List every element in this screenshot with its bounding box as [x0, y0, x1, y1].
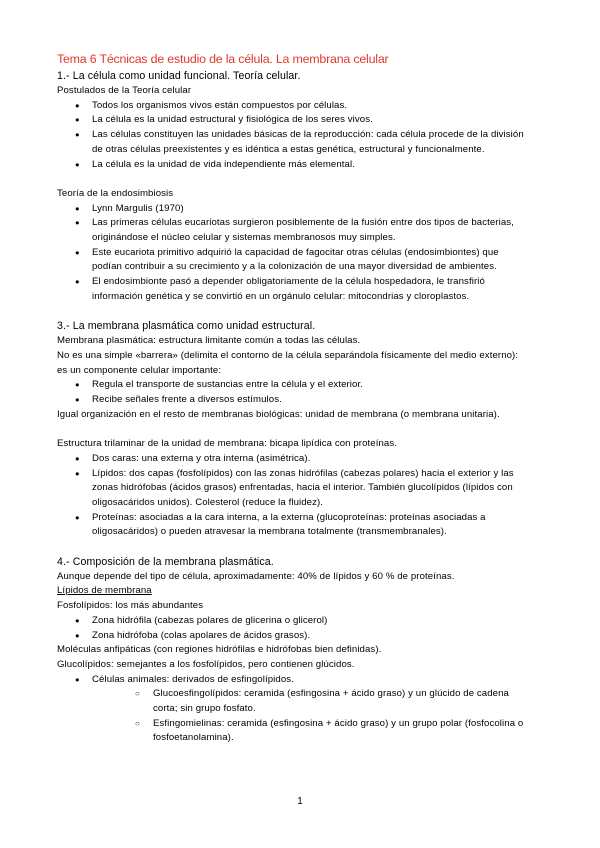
page-number: 1: [297, 796, 303, 807]
list-item: ● Regula el transporte de sustancias entre la célula y el exterior.: [57, 378, 525, 393]
list-item: ● La célula es la unidad estructural y fisiológica de los seres vivos.: [57, 113, 525, 128]
list-item: ● Lynn Margulis (1970): [57, 202, 525, 217]
postulados-label: Postulados de la Teoría celular: [57, 85, 192, 96]
list-item-text: Células animales: derivados de esfingolípidos.: [92, 673, 294, 685]
postulados-list: [57, 99, 525, 173]
membrana-functions-list: [57, 378, 525, 407]
esfingolipidos-sublist: [114, 687, 525, 746]
list-item: ● Proteínas: asociadas a la cara interna, a la externa (glucoproteínas: proteínas asociadas a oligosacáridos) o pueden atravesar la membrana totalmente (transmembranales).: [57, 511, 525, 540]
paragraph: Membrana plasmática: estructura limitante común a todas las células.: [57, 335, 361, 347]
list-item: ● Dos caras: una externa y otra interna (asimétrica).: [57, 452, 525, 467]
list-item: ● Las primeras células eucariotas surgieron posiblemente de la fusión entre dos tipos de bacterias, originándose el núcleo celular y sistemas membranosos muy simples.: [57, 216, 525, 245]
sublist-item: ○ Esfingomielinas: ceramida (esfingosina + ácido graso) y un grupo polar (fosfocolina o fosfoetanolamina).: [114, 717, 525, 746]
section-3-heading: 3.- La membrana plasmática como unidad estructural.: [57, 320, 316, 333]
page-title: Tema 6 Técnicas de estudio de la célula. La membrana celular: [57, 52, 389, 66]
list-item: ● La célula es la unidad de vida independiente más elemental.: [57, 158, 525, 173]
glucolipidos-list: [57, 673, 525, 747]
paragraph: Igual organización en el resto de membranas biológicas: unidad de membrana (o membrana unitaria).: [57, 408, 500, 420]
list-item: ● Este eucariota primitivo adquirió la capacidad de fagocitar otras células (endosimbiontes) que podían contribuir a su crecimiento y a la colonización de una mayor diversidad de ambientes.: [57, 246, 525, 275]
list-item: ● Recibe señales frente a diversos estímulos.: [57, 393, 525, 408]
list-item: ● Zona hidrófila (cabezas polares de glicerina o glicerol): [57, 614, 525, 629]
paragraph: Estructura trilaminar de la unidad de membrana: bicapa lipídica con proteínas.: [57, 438, 398, 450]
list-item: ● Lípidos: dos capas (fosfolípidos) con las zonas hidrófilas (cabezas polares) hacia el exterior y las zonas hidrófobas (ácidos grasos) enfrentadas, hacia el interior. También glucolípidos (lípidos con oligosacáridos unidos). Colesterol (reduce la fluidez).: [57, 467, 525, 511]
endosimbiosis-list: [57, 202, 525, 305]
list-item: ● Zona hidrófoba (colas apolares de ácidos grasos).: [57, 629, 525, 644]
section-1-heading: 1.- La célula como unidad funcional. Teoría celular.: [57, 70, 301, 82]
spacer: [57, 305, 525, 320]
page-content: [57, 51, 525, 746]
fosfolipidos-list: [57, 614, 525, 643]
spacer: [57, 422, 525, 437]
paragraph: Aunque depende del tipo de célula, aproximadamente: 40% de lípidos y 60 % de proteínas.: [57, 570, 455, 582]
list-item: ● Todos los organismos vivos están compuestos por células.: [57, 99, 525, 114]
estructura-list: [57, 452, 525, 540]
spacer: [57, 172, 525, 187]
lipidos-heading: Lípidos de membrana: [57, 585, 152, 597]
paragraph: No es una simple «barrera» (delimita el contorno de la célula separándola físicamente del medio externo): es un componente celular importante:: [57, 349, 519, 376]
paragraph: Moléculas anfipáticas (con regiones hidrófilas e hidrófobas bien definidas).: [57, 644, 382, 656]
list-item: ● El endosimbionte pasó a depender obligatoriamente de la célula hospedadora, le transfirió información genética y se convirtió en un orgánulo celular: mitocondrias y cloroplastos.: [57, 275, 525, 304]
endosimbiosis-label: Teoría de la endosimbiosis: [57, 187, 174, 199]
paragraph: Fosfolípidos: los más abundantes: [57, 600, 204, 612]
list-item: [57, 673, 525, 747]
list-item: ● Las células constituyen las unidades básicas de la reproducción: cada célula procede de la división de otras células preexistentes y es idéntica a estas genética, estructural y funcionalmente.: [57, 128, 525, 157]
sublist-item: ○ Glucoesfingolípidos: ceramida (esfingosina + ácido graso) y un glúcido de cadena corta; sin grupo fosfato.: [114, 687, 525, 716]
section-4-heading: 4.- Composición de la membrana plasmática.: [57, 555, 274, 568]
paragraph: Glucolípidos: semejantes a los fosfolípidos, pero contienen glúcidos.: [57, 658, 355, 670]
spacer: [57, 540, 525, 555]
